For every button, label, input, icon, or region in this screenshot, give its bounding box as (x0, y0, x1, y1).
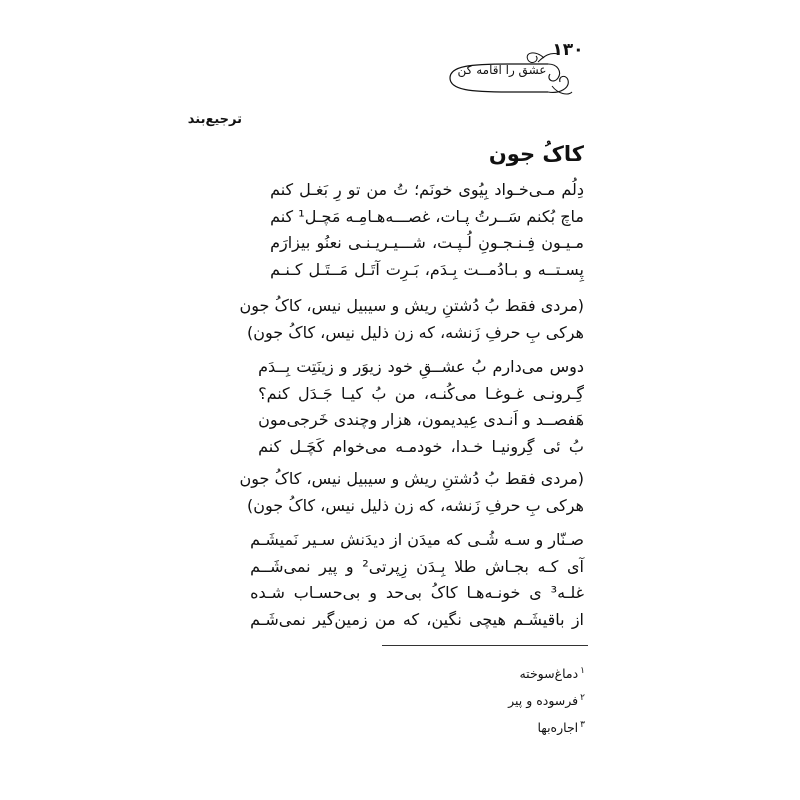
footnote-number: ۳ (580, 720, 585, 731)
refrain-line: (مردی فقط بُ دُشتنِ ریش و سیبیل نیس، کاکُ جون (239, 469, 584, 488)
footnote-divider (382, 645, 588, 646)
section-label: ترجیع‌بند (187, 112, 242, 127)
footnotes (508, 659, 585, 740)
verse-line: ماچ بُکنم سَــرتُ پـات، غصـــه‌هـامِـه مَچـل¹ کنم (270, 206, 584, 226)
footnote-1 (508, 659, 585, 686)
footnote-3 (508, 713, 585, 740)
verse-line: بُ ئی گِرونیـا خـدا، خودمـه می‌خوام کَچَـل کنم (258, 437, 584, 457)
stanza-3 (250, 527, 584, 634)
page-number: ۱۳۰ (552, 40, 584, 60)
refrain-1 (240, 293, 584, 346)
verse-line: پِسـتــه و بـادُمــت بِـدَم، بَـرِت آتَـل مَــتَـل کـنـم (270, 260, 584, 280)
footnote-text: فرسوده و پیر (508, 693, 579, 709)
refrain-line: هرکی بِ حرفِ زَنشه، که زن ذلیل نیس، کاکُ جون) (247, 322, 584, 342)
refrain-line: هرکی بِ حرفِ زَنشه، که زن ذلیل نیس، کاکُ جون) (247, 495, 584, 515)
refrain-2 (240, 466, 584, 519)
poem-title: کاکُ جون (488, 142, 584, 166)
verse-line: مـیـون فِـنـجـونِ لُـپـت، شـــیـریـنـی نعنُو بیزارَم (270, 233, 584, 253)
refrain-line: (مردی فقط بُ دُشتنِ ریش و سیبیل نیس، کاکُ جون (239, 296, 584, 315)
stanza-1 (270, 177, 584, 284)
footnote-number: ۱ (580, 666, 585, 676)
footnote-text: دماغ‌سوخته (519, 666, 579, 682)
stanza-2 (258, 354, 584, 461)
footnote-text: اجاره‌بها (537, 720, 579, 736)
verse-line: از باقیشَـم هیچی نگین، که من زمین‌گیر نمی‌شَـم (250, 610, 584, 630)
running-title: عشق را اقامه کن (457, 63, 547, 77)
verse-line: غلـه³ ی خونـه‌هـا کاکُ بی‌حد و بی‌حسـاب شـده (250, 583, 584, 603)
verse-line: دِلُم مـی‌خـواد بِیُوی خونَم؛ تُ من تو رِ بَغـل کنم (270, 180, 584, 199)
verse-line: گِـرونـی غـوغـا می‌کُنـه، من بُ کیـا جَـدَل کنم؟ (258, 383, 584, 403)
verse-line: دوس می‌دارم بُ عشــقِ خود زیوَر و زینَتِت بِــدَم (258, 357, 584, 376)
verse-line: هَفصــد و اَنـدی عِیدیمون، هزار وچندی خَرجی‌مون (258, 410, 584, 430)
footnote-2 (508, 686, 585, 713)
footnote-number: ۲ (580, 693, 585, 704)
verse-line: آی کـه بجـاش طلا بِـدَن زِپرتی² و پیر نمی‌شَــم (250, 556, 585, 576)
verse-line: صـنّار و سـه شُـی که میدَن از دیدَنش سـیر نَمیشَـم (250, 530, 584, 549)
